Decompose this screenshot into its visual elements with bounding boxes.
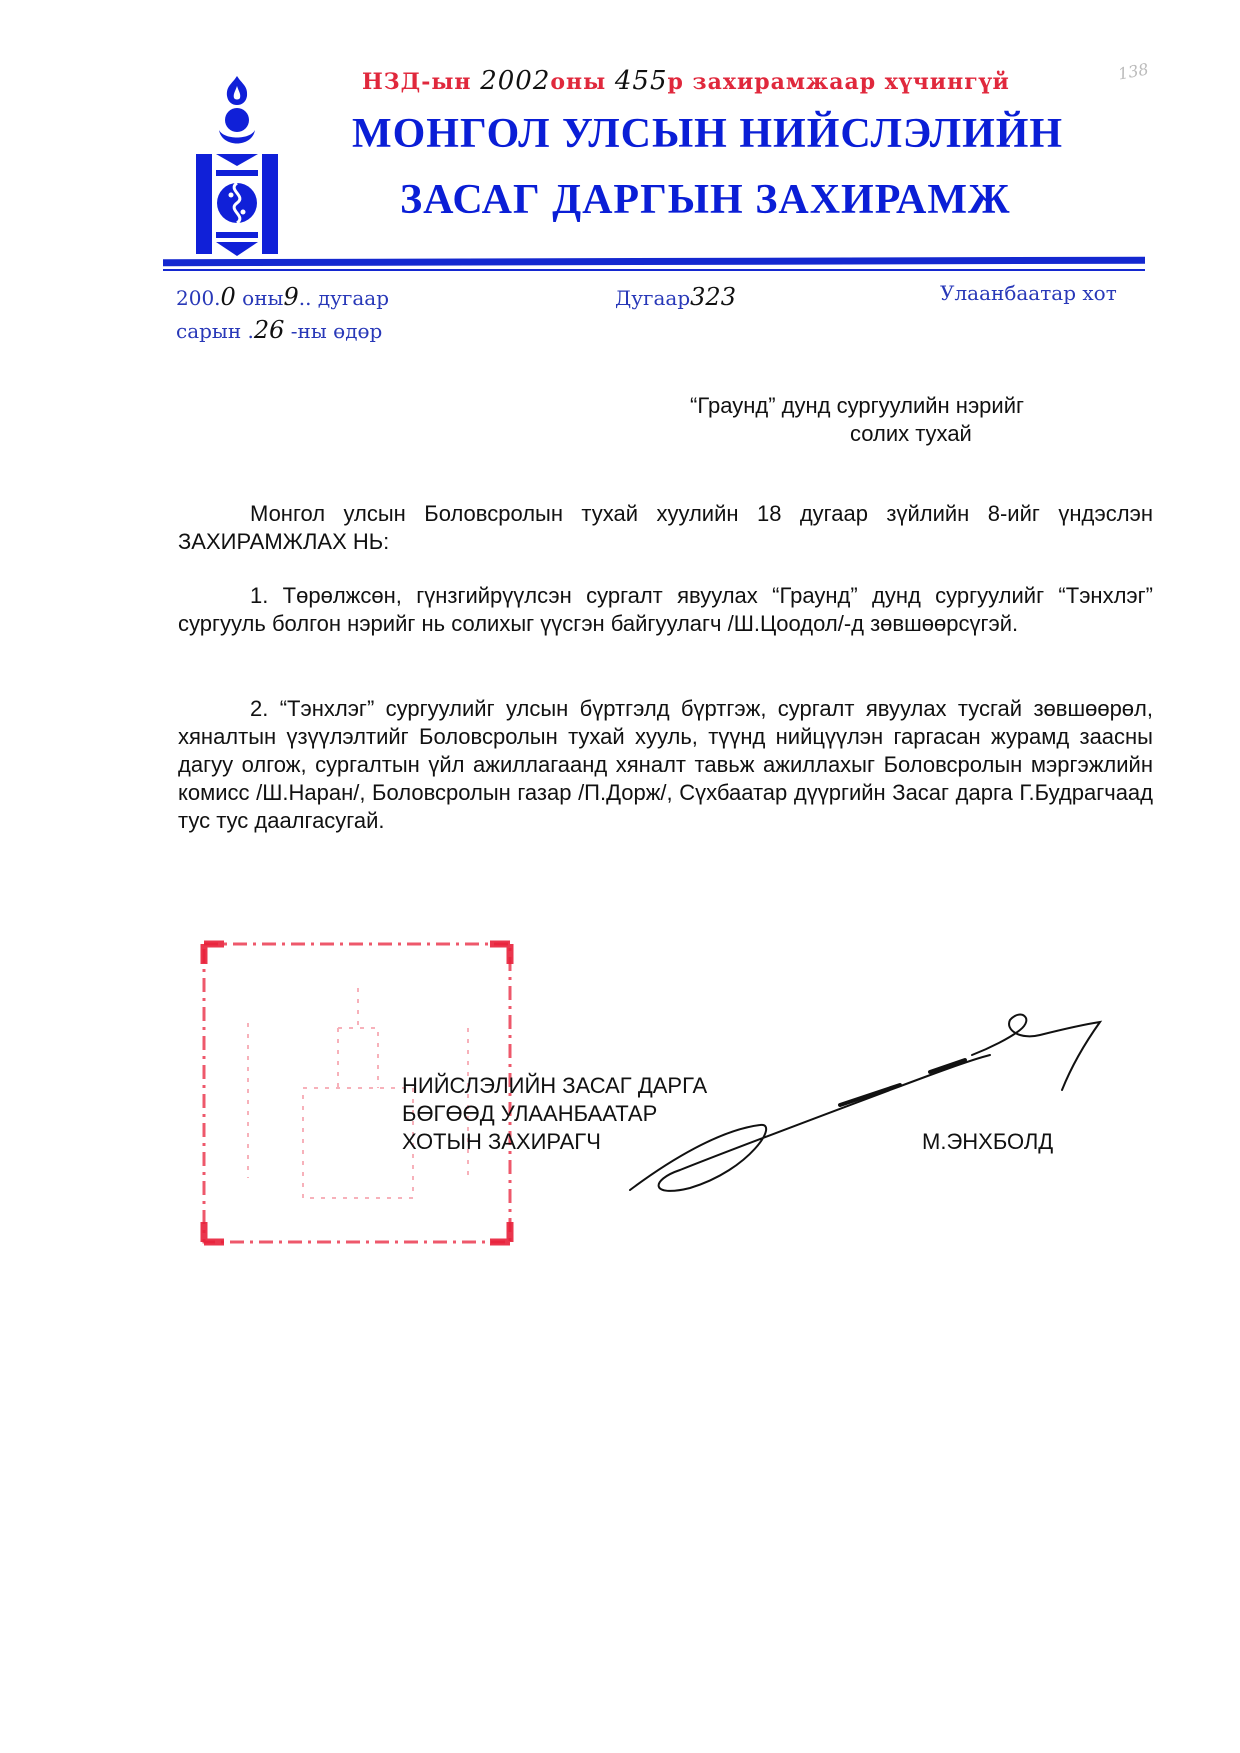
annulment-middle: оны [550,69,607,95]
signer-title-line-2: БӨГӨӨД УЛААНБААТАР [402,1101,658,1126]
order-item-1-text: 1. Төрөлжсөн, гүнзгийрүүлсэн сургалт явуулах “Граунд” дунд сургуулийг “Тэнхлэг” сургууль болгон нэрийг нь солихыг үүсгэн байгуулагч /Ш.Цоодол/-д зөвшөөрсүгэй. [178,583,1153,636]
month-handwritten: 9 [283,283,299,311]
order-item-2 [178,695,1153,835]
subject-line-2: солих тухай [850,421,972,446]
header-rule-thin [163,269,1145,271]
year-handwritten: 0 [220,283,236,311]
annulment-suffix: р захирамжаар хүчингүй [667,69,1010,95]
date-line-day [176,316,382,344]
preamble-paragraph [178,500,1153,556]
signer-name: М.ЭНХБОЛД [922,1129,1054,1154]
year-suffix: оны [242,286,284,310]
annulment-year-handwritten: 2002 [480,66,551,96]
date-line-year-month [176,283,389,311]
month-suffix: .. дугаар [298,286,390,310]
subject [690,392,1110,448]
preamble-text: Монгол улсын Боловсролын тухай хуулийн 18 дугаар зүйлийн 8-ийг үндэслэн ЗАХИРАМЖЛАХ НЬ: [178,501,1153,554]
document-number [615,283,736,311]
signer-title-line-1: НИЙСЛЭЛИЙН ЗАСАГ ДАРГА [402,1073,708,1098]
annulment-number-handwritten: 455 [614,66,668,96]
day-handwritten: 26 [253,316,285,344]
annulment-prefix: НЗД-ын [362,69,472,95]
document-title-line-2: ЗАСАГ ДАРГЫН ЗАХИРАМЖ [400,177,1011,223]
annulment-note [362,66,1010,96]
order-item-2-text: 2. “Тэнхлэг” сургуулийг улсын бүртгэлд бүртгэж, сургалт явуулах тусгай зөвшөөрөл, хяналтын үзүүлэлтийг Боловсролын тухай хууль, түүнд нийцүүлэн гаргасан журамд заасны дагуу олгож, сургалтын үйл ажиллагаанд хяналт тавьж ажиллахыг Боловсролын мэргэжлийн комисс /Ш.Наран/, Боловсролын газар /П.Дорж/, Сүхбаатар дүүргийн Засаг дарга Г.Будрагчаад тус тус даалгасугай. [178,696,1153,833]
signer-title-line-3: ХОТЫН ЗАХИРАГЧ [402,1129,601,1154]
year-prefix: 200. [176,286,221,310]
soyombo-emblem-icon [192,72,282,258]
handwritten-signature-icon [610,1010,1150,1200]
number-handwritten: 323 [690,283,736,311]
subject-line-1: “Граунд” дунд сургуулийн нэрийг [690,393,1025,418]
day-suffix: -ны өдөр [290,319,383,343]
document-title-line-1: МОНГОЛ УЛСЫН НИЙСЛЭЛИЙН [352,111,1064,157]
city: Улаанбаатар хот [940,281,1117,305]
header-rule-thick [163,257,1145,267]
page-mark: 138 [1116,59,1150,84]
order-item-1 [178,582,1153,638]
number-label: Дугаар [615,286,691,310]
day-prefix: сарын . [176,319,254,343]
